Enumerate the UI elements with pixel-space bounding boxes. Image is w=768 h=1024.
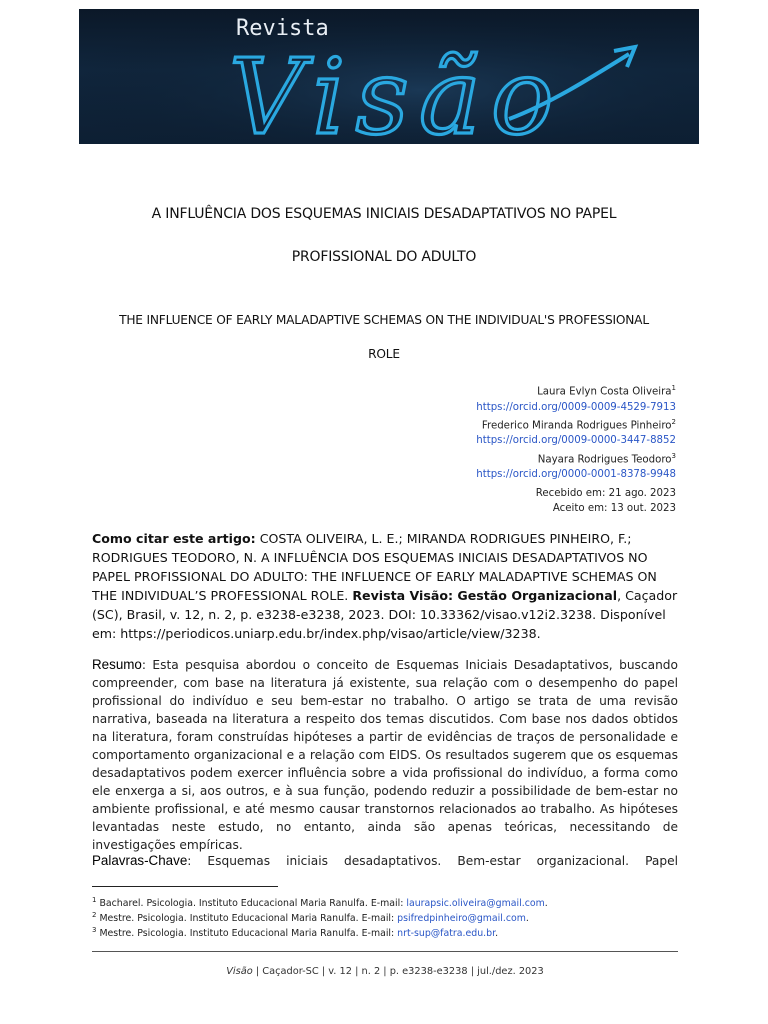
author-name: Frederico Miranda Rodrigues Pinheiro$^2$ <box>481 417 676 432</box>
footer-divider <box>92 951 678 952</box>
accepted-date: Aceito em: 13 out. 2023 <box>552 503 676 515</box>
submission-dates <box>536 486 676 516</box>
banner-big-title: Visão <box>229 36 564 144</box>
author-orcid-link[interactable]: https://orcid.org/0009-0000-3447-8852 <box>476 435 676 447</box>
keywords-block <box>92 852 678 870</box>
author-orcid-link[interactable]: https://orcid.org/0009-0009-4529-7913 <box>476 401 676 413</box>
title-pt-line1: A INFLUÊNCIA DOS ESQUEMAS INICIAIS DESADAPTATIVOS NO PAPEL <box>151 206 617 222</box>
abstract-label: Resumo <box>92 657 142 672</box>
banner-small-title: Revista <box>236 16 329 41</box>
keywords-label: Palavras-Chave <box>92 853 188 868</box>
page-footer <box>92 966 678 977</box>
footnote-2: $^2$ Mestre. Psicologia. Instituto Educacional Maria Ranulfa. E-mail: psifredpinheiro@gmail.com. <box>92 911 529 925</box>
author-list <box>476 381 676 482</box>
abstract-block <box>92 656 678 854</box>
title-en-line1: THE INFLUENCE OF EARLY MALADAPTIVE SCHEMAS ON THE INDIVIDUAL'S PROFESSIONAL <box>119 313 649 327</box>
author-orcid-link[interactable]: https://orcid.org/0000-0001-8378-9948 <box>476 469 676 481</box>
email-link[interactable]: psifredpinheiro@gmail.com <box>397 913 526 925</box>
citation-text: COSTA OLIVEIRA, L. E.; MIRANDA RODRIGUES PINHEIRO, F.; RODRIGUES TEODORO, N. A INFLUÊNCIA DOS ESQUEMAS INICIAIS DESADAPTATIVOS NO PAPEL PROFISSIONAL DO ADULTO: THE INFLUENCE OF EARLY MALADAPTIVE SCHEMAS ON THE INDIVIDUAL’S PROFESSIONAL ROLE. <box>92 531 657 603</box>
footnote-divider <box>92 886 278 887</box>
banner-graphic <box>79 9 699 144</box>
abstract-text: : Esta pesquisa abordou o conceito de Esquemas Iniciais Desadaptativos, buscando compreender, com base na literatura já existente, sua relação com o desempenho do papel profissional do indivíduo e seu bem-estar no trabalho. O artigo se trata de uma revisão narrativa, baseada na literatura a respeito dos temas discutidos. Com base nos dados obtidos na literatura, foram construídas hipóteses a partir de evidências de traços de personalidade e comportamento organizacional e a relação com EIDS. Os resultados sugerem que os esquemas desadaptativos podem exercer influência sobre a vida profissional do indivíduo, a forma como ele enxerga a si, aos outros, e à sua função, podendo reduzir a possibilidade de bem-estar no ambiente profissional, e até mesmo causar transtornos relacionados ao trabalho. As hipóteses levantadas neste estudo, no entanto, ainda são apenas teóricas, necessitando de investigações empíricas. <box>92 658 678 852</box>
email-link[interactable]: laurapsic.oliveira@gmail.com <box>406 898 545 910</box>
author-name: Laura Evlyn Costa Oliveira$^1$ <box>537 384 676 398</box>
citation-label: Como citar este artigo: <box>92 531 256 546</box>
footer-text: | Caçador-SC | v. 12 | n. 2 | p. e3238-e3238 | jul./dez. 2023 <box>252 966 544 977</box>
citation-block <box>92 529 678 643</box>
citation-text-end: , Caçador (SC), Brasil, v. 12, n. 2, p. e3238-e3238, 2023. DOI: 10.33362/visao.v12i2.3238. Disponível em: https://periodicos.uniarp.edu.br/index.php/visao/article/view/3238. <box>92 588 678 641</box>
received-date: Recebido em: 21 ago. 2023 <box>535 488 676 499</box>
journal-banner <box>79 9 699 144</box>
footnote-1: $^1$ Bacharel. Psicologia. Instituto Educacional Maria Ranulfa. E-mail: laurapsic.oliveira@gmail.com. <box>92 896 548 910</box>
title-pt-line2: PROFISSIONAL DO ADULTO <box>291 249 477 265</box>
author-name: Nayara Rodrigues Teodoro$^3$ <box>537 451 676 465</box>
footnote-3: $^3$ Mestre. Psicologia. Instituto Educacional Maria Ranulfa. E-mail: nrt-sup@fatra.edu.br. <box>92 926 499 940</box>
citation-journal: Revista Visão: Gestão Organizacional <box>352 588 618 603</box>
keywords-text: : Esquemas iniciais desadaptativos. Bem-estar organizacional. Papel <box>187 854 678 868</box>
footer-journal: Visão <box>226 966 253 977</box>
email-link[interactable]: nrt-sup@fatra.edu.br <box>397 928 496 940</box>
title-en-line2: ROLE <box>368 347 400 361</box>
